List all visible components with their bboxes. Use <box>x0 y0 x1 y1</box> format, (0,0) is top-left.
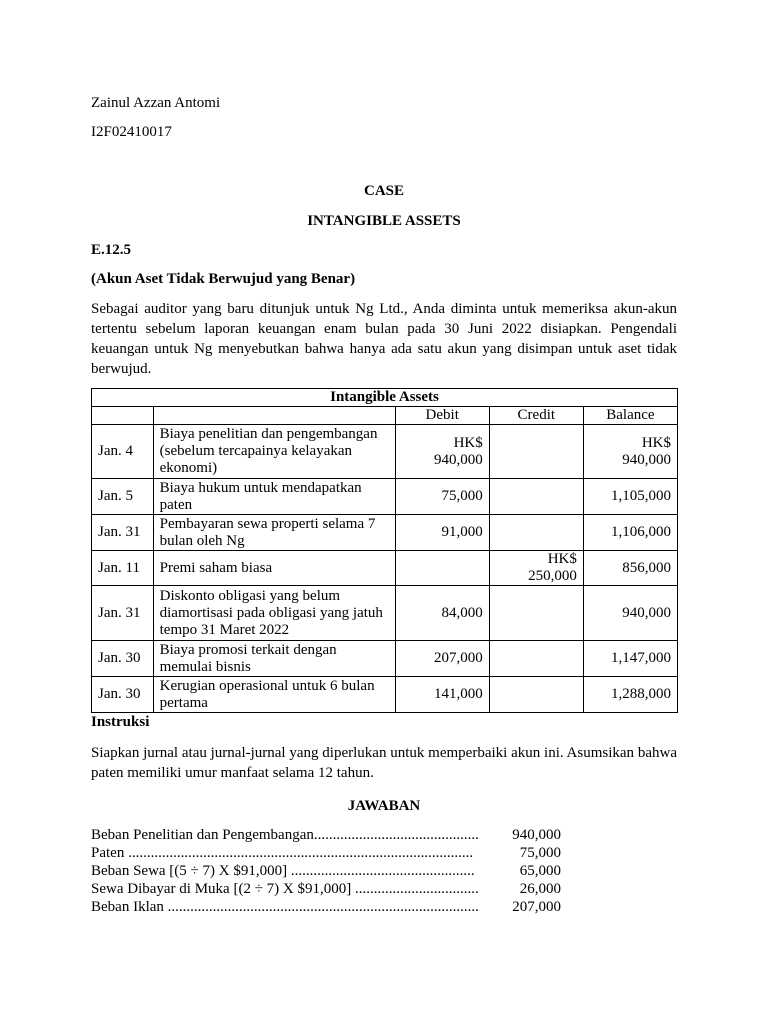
row-debit: 91,000 <box>395 515 489 551</box>
answer-label: Paten ............................................................................................ <box>91 845 474 861</box>
answer-label: Beban Sewa [(5 ÷ 7) X $91,000] ................................................. <box>91 863 475 879</box>
list-item <box>91 844 561 862</box>
table-row <box>92 677 678 713</box>
header-debit: Debit <box>395 407 489 425</box>
header-description <box>153 407 395 425</box>
row-description: Biaya promosi terkait dengan memulai bisnis <box>153 641 395 677</box>
row-debit: 84,000 <box>395 586 489 641</box>
list-item <box>91 862 561 880</box>
row-date: Jan. 31 <box>92 515 154 551</box>
answer-label: Beban Penelitian dan Pengembangan............................................ <box>91 827 479 843</box>
row-debit <box>395 551 489 586</box>
answer-list <box>91 826 561 916</box>
row-date: Jan. 30 <box>92 677 154 713</box>
row-debit: 75,000 <box>395 479 489 515</box>
answer-title: JAWABAN <box>347 798 421 814</box>
table-row <box>92 641 678 677</box>
row-description: Biaya penelitian dan pengembangan (sebelum tercapainya kelayakan ekonomi) <box>153 425 395 479</box>
row-balance: 1,288,000 <box>583 677 677 713</box>
answer-label: Sewa Dibayar di Muka [(2 ÷ 7) X $91,000] ................................. <box>91 881 479 897</box>
row-balance: 1,147,000 <box>583 641 677 677</box>
row-description: Premi saham biasa <box>153 551 395 586</box>
student-id: I2F02410017 <box>91 124 172 140</box>
list-item <box>91 826 561 844</box>
row-debit: HK$ 940,000 <box>395 425 489 479</box>
row-balance: HK$ 940,000 <box>583 425 677 479</box>
table-row <box>92 586 678 641</box>
row-date: Jan. 30 <box>92 641 154 677</box>
row-date: Jan. 31 <box>92 586 154 641</box>
exercise-title: (Akun Aset Tidak Berwujud yang Benar) <box>91 271 356 287</box>
case-heading: CASE <box>363 183 404 199</box>
row-credit <box>489 515 583 551</box>
row-date: Jan. 4 <box>92 425 154 479</box>
table-caption: Intangible Assets <box>92 389 678 407</box>
row-description: Pembayaran sewa properti selama 7 bulan oleh Ng <box>153 515 395 551</box>
row-description: Biaya hukum untuk mendapatkan paten <box>153 479 395 515</box>
table-row <box>92 551 678 586</box>
table-row <box>92 479 678 515</box>
instructions-text: Siapkan jurnal atau jurnal-jurnal yang diperlukan untuk memperbaiki akun ini. Asumsikan bahwa paten memiliki umur manfaat selama 12 tahun. <box>91 745 677 781</box>
list-item <box>91 898 561 916</box>
intangible-assets-table <box>91 388 678 713</box>
table-row <box>92 425 678 479</box>
row-credit <box>489 677 583 713</box>
row-debit: 207,000 <box>395 641 489 677</box>
row-date: Jan. 11 <box>92 551 154 586</box>
answer-value: 65,000 <box>519 863 561 879</box>
table-row <box>92 515 678 551</box>
answer-value: 26,000 <box>519 881 561 897</box>
row-balance: 856,000 <box>583 551 677 586</box>
header-balance: Balance <box>583 407 677 425</box>
row-credit <box>489 479 583 515</box>
row-balance: 940,000 <box>583 586 677 641</box>
exercise-description: Sebagai auditor yang baru ditunjuk untuk Ng Ltd., Anda diminta untuk memeriksa akun-akun tertentu sebelum laporan keuangan enam bulan pada 30 Juni 2022 disiapkan. Pengendali keuangan untuk Ng menyebutkan bahwa hanya ada satu akun yang disimpan untuk aset tidak berwujud. <box>91 301 677 377</box>
row-date: Jan. 5 <box>92 479 154 515</box>
header-credit: Credit <box>489 407 583 425</box>
answer-label: Beban Iklan ................................................................................... <box>91 899 479 915</box>
row-credit <box>489 425 583 479</box>
row-credit <box>489 586 583 641</box>
table-caption-row <box>92 389 678 407</box>
row-description: Kerugian operasional untuk 6 bulan pertama <box>153 677 395 713</box>
topic-heading: INTANGIBLE ASSETS <box>307 213 461 229</box>
table-header-row <box>92 407 678 425</box>
row-balance: 1,105,000 <box>583 479 677 515</box>
row-credit: HK$ 250,000 <box>489 551 583 586</box>
answer-value: 940,000 <box>512 827 561 843</box>
answer-value: 207,000 <box>512 899 561 915</box>
student-name: Zainul Azzan Antomi <box>91 95 221 111</box>
instructions-title: Instruksi <box>91 714 150 730</box>
list-item <box>91 880 561 898</box>
row-balance: 1,106,000 <box>583 515 677 551</box>
row-description: Diskonto obligasi yang belum diamortisasi pada obligasi yang jatuh tempo 31 Maret 2022 <box>153 586 395 641</box>
answer-value: 75,000 <box>519 845 561 861</box>
row-credit <box>489 641 583 677</box>
exercise-number: E.12.5 <box>91 242 132 258</box>
row-debit: 141,000 <box>395 677 489 713</box>
header-date <box>92 407 154 425</box>
